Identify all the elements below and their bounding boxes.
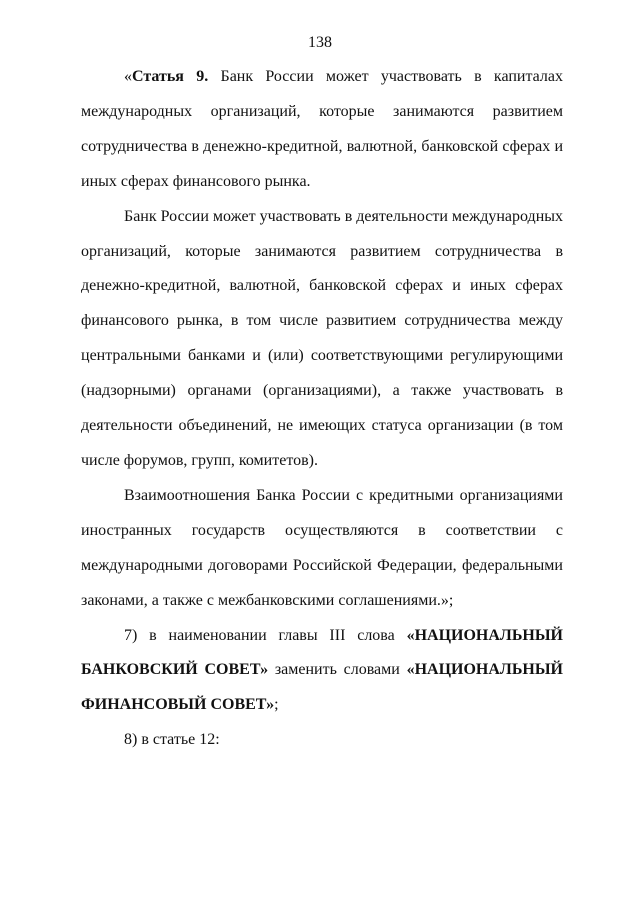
item-7-prefix: 7) в наименовании главы III слова	[124, 626, 407, 644]
open-quote: «	[124, 68, 132, 85]
article-9-paragraph-1	[81, 60, 563, 200]
item-7-paragraph	[81, 619, 563, 724]
item-7-suffix: ;	[274, 696, 279, 714]
article-9-paragraph-2: Банк России может участвовать в деятельности международных организаций, которые занимаются развитием сотрудничества в денежно-кредитной, валютной, банковской сферах и иных сферах финансового рынка, в том числе развитием сотрудничества между центральными банками и (или) соответствующими регулирующими (надзорными) органами (организациями), а также участвовать в деятельности объединений, не имеющих статуса организации (в том числе форумов, групп, комитетов).	[81, 207, 563, 469]
article-9-paragraph-3: Взаимоотношения Банка России с кредитными организациями иностранных государств осуществляются в соответствии с международными договорами Российской Федерации, федеральными законами, а также с межбанковскими соглашениями.»;	[81, 486, 563, 609]
article-heading: Статья 9.	[132, 68, 209, 85]
item-7-new-name: «НАЦИОНАЛЬНЫЙ ФИНАНСОВЫЙ СОВЕТ»	[81, 661, 563, 714]
document-body	[81, 60, 563, 758]
item-7-old-name: «НАЦИОНАЛЬНЫЙ БАНКОВСКИЙ СОВЕТ»	[81, 626, 563, 679]
article-9-paragraph-1-text: Банк России может участвовать в капиталах международных организаций, которые занимаются развитием сотрудничества в денежно-кредитной, валютной, банковской сферах и иных сферах финансового рынка.	[81, 68, 563, 190]
item-8-paragraph: 8) в статье 12:	[124, 731, 220, 749]
item-7-middle: заменить словами	[268, 661, 407, 679]
page-number: 138	[308, 34, 332, 51]
